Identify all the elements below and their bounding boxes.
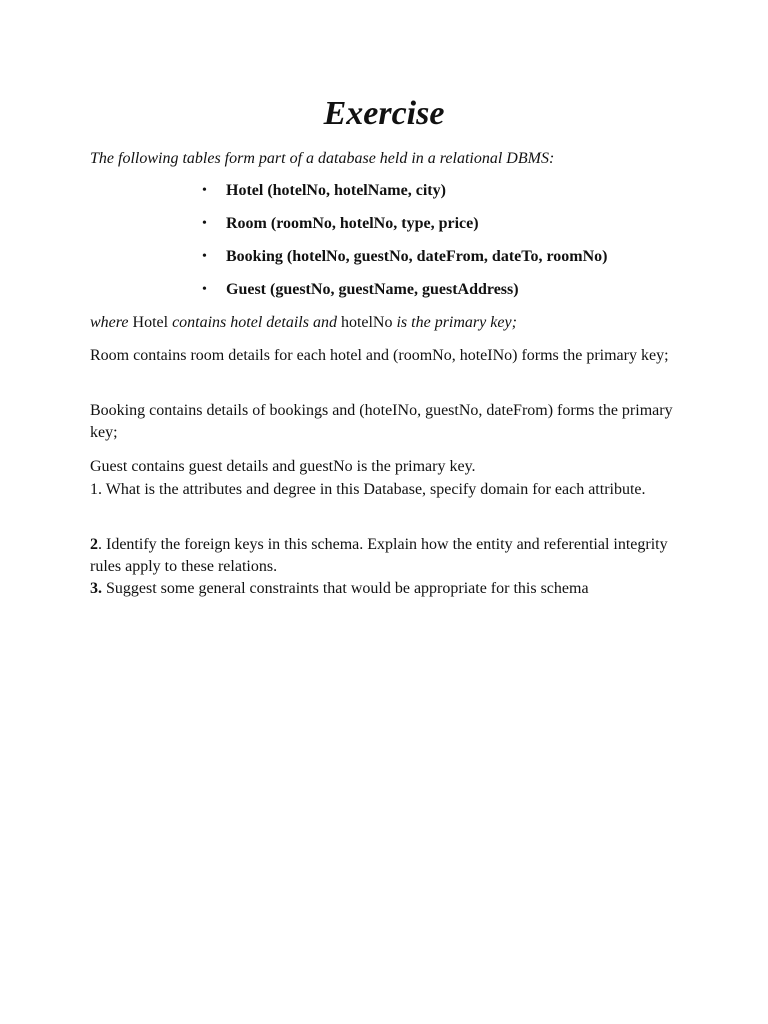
bullet-icon: • <box>202 216 207 231</box>
question-2-number: 2 <box>90 536 98 553</box>
table-booking: Booking (hotelNo, guestNo, dateFrom, dateTo, roomNo) <box>226 248 608 265</box>
intro-text: The following tables form part of a database held in a relational DBMS: <box>90 150 555 167</box>
question-3 <box>90 578 690 600</box>
list-item <box>202 211 607 244</box>
page-title: Exercise <box>323 95 445 132</box>
booking-description: Booking contains details of bookings and (hoteINo, guestNo, dateFrom) forms the primary key; <box>90 402 673 441</box>
hotel-desc: contains hotel details and <box>172 314 337 331</box>
hotel-word: Hotel <box>132 314 169 331</box>
bullet-icon: • <box>202 183 207 198</box>
bullet-icon: • <box>202 282 207 297</box>
question-1: 1. What is the attributes and degree in this Database, specify domain for each attribute. <box>90 481 646 498</box>
question-3-number: 3. <box>90 580 102 597</box>
table-room: Room (roomNo, hotelNo, type, price) <box>226 215 479 232</box>
question-3-text: Suggest some general constraints that would be appropriate for this schema <box>102 580 589 597</box>
guest-description: Guest contains guest details and guestNo is the primary key. <box>90 458 476 475</box>
where-line <box>90 312 690 334</box>
question-2 <box>90 534 690 578</box>
bullet-icon: • <box>202 249 207 264</box>
primary-key-note: is the primary key; <box>396 314 517 331</box>
table-list <box>202 178 607 310</box>
question-2-text: . Identify the foreign keys in this schema. Explain how the entity and referential integrity rules apply to these relations. <box>90 536 668 575</box>
room-description: Room contains room details for each hotel and (roomNo, hoteINo) forms the primary key; <box>90 347 669 364</box>
list-item <box>202 244 607 277</box>
hotelno-word: hotelNo <box>340 314 393 331</box>
list-item <box>202 277 607 310</box>
where-word: where <box>90 314 129 331</box>
table-hotel: Hotel (hotelNo, hotelName, city) <box>226 182 446 199</box>
list-item <box>202 178 607 211</box>
table-guest: Guest (guestNo, guestName, guestAddress) <box>226 281 519 298</box>
